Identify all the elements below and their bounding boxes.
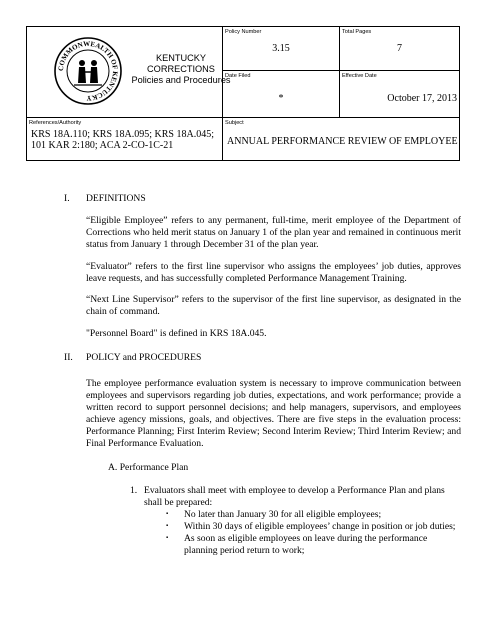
bullet-item: ▪ As soon as eligible employees on leave during the performance planning period return to work; <box>166 533 461 557</box>
total-pages: 7 <box>397 43 402 54</box>
logo-cell <box>27 27 231 118</box>
definition-next-line-supervisor: “Next Line Supervisor” refers to the supervisor of the first line supervisor, as designated in the chain of command. <box>86 294 461 318</box>
kentucky-seal-icon <box>53 36 123 106</box>
references: KRS 18A.110; KRS 18A.095; KRS 18A.045; 101 KAR 2:180; ACA 2-CO-1C-21 <box>31 129 214 151</box>
section-title: POLICY and PROCEDURES <box>86 352 202 364</box>
section-number: I. <box>64 193 70 204</box>
policy-body <box>64 193 461 557</box>
definition-evaluator: “Evaluator” refers to the first line supervisor who assigns the employees’ job duties, approves leave requests, and has successfully completed Performance Management Training. <box>86 260 461 284</box>
list-item: 1. Evaluators shall meet with employee to develop a Performance Plan and plans shall be prepared: ▪ No later than January 30 for all eligible employees; ▪ Within 30 days of eligible employees’ change in position or job duties; ▪ As soon as eligible employees on leave during the performance planning period return to work; <box>144 485 461 556</box>
policy-number-cell: Policy Number 3.15 <box>223 27 340 71</box>
effective-date: October 17, 2013 <box>387 93 457 104</box>
organization-name: KENTUCKY CORRECTIONS Policies and Procedures <box>131 53 231 85</box>
effective-date-cell: Effective Date October 17, 2013 <box>340 71 460 118</box>
policy-intro-paragraph: The employee performance evaluation system is necessary to improve communication between employees and supervisors regarding job duties, expectations, and work performance; provide a written record to support personnel decisions; and help managers, supervisors, and employees achieve agency missions, goals, and objectives. There are five steps in the evaluation process: Performance Planning; First Interim Review; Second Interim Review; Third Interim Review; and Final Performance Evaluation. <box>86 378 461 449</box>
date-filed: * <box>278 93 284 104</box>
policy-number: 3.15 <box>272 43 290 54</box>
definition-eligible-employee: “Eligible Employee” refers to any permanent, full-time, merit employee of the Department of Corrections who held merit status on January 1 of the plan year and remained in continuous merit status from January 1 through December 31 of the plan year. <box>86 214 461 250</box>
section-policy-procedures <box>64 352 461 557</box>
svg-text:COMMONWEALTH OF KENTUCKY: COMMONWEALTH OF KENTUCKY <box>56 39 120 103</box>
bullet-item: ▪ No later than January 30 for all eligible employees; <box>166 509 461 521</box>
total-pages-cell: Total Pages 7 <box>340 27 460 71</box>
subject: ANNUAL PERFORMANCE REVIEW OF EMPLOYEE <box>227 136 458 147</box>
date-filed-cell: Date Filed * <box>223 71 340 118</box>
section-definitions <box>64 193 461 340</box>
references-cell: References/Authority KRS 18A.110; KRS 18A.095; KRS 18A.045; 101 KAR 2:180; ACA 2-CO-1C-21 <box>27 118 223 161</box>
definition-personnel-board: "Personnel Board" is defined in KRS 18A.045. <box>86 328 267 340</box>
bullet-list <box>144 509 461 557</box>
bullet-item: ▪ Within 30 days of eligible employees’ change in position or job duties; <box>166 521 461 533</box>
section-number: II. <box>64 352 73 364</box>
section-title: DEFINITIONS <box>86 193 146 204</box>
policy-header-table <box>26 26 460 161</box>
list-item-text: Evaluators shall meet with employee to develop a Performance Plan and plans shall be prepared: <box>144 485 445 509</box>
subsection-performance-plan: A. Performance Plan <box>108 461 189 473</box>
subject-cell: Subject ANNUAL PERFORMANCE REVIEW OF EMPLOYEE <box>223 118 460 161</box>
